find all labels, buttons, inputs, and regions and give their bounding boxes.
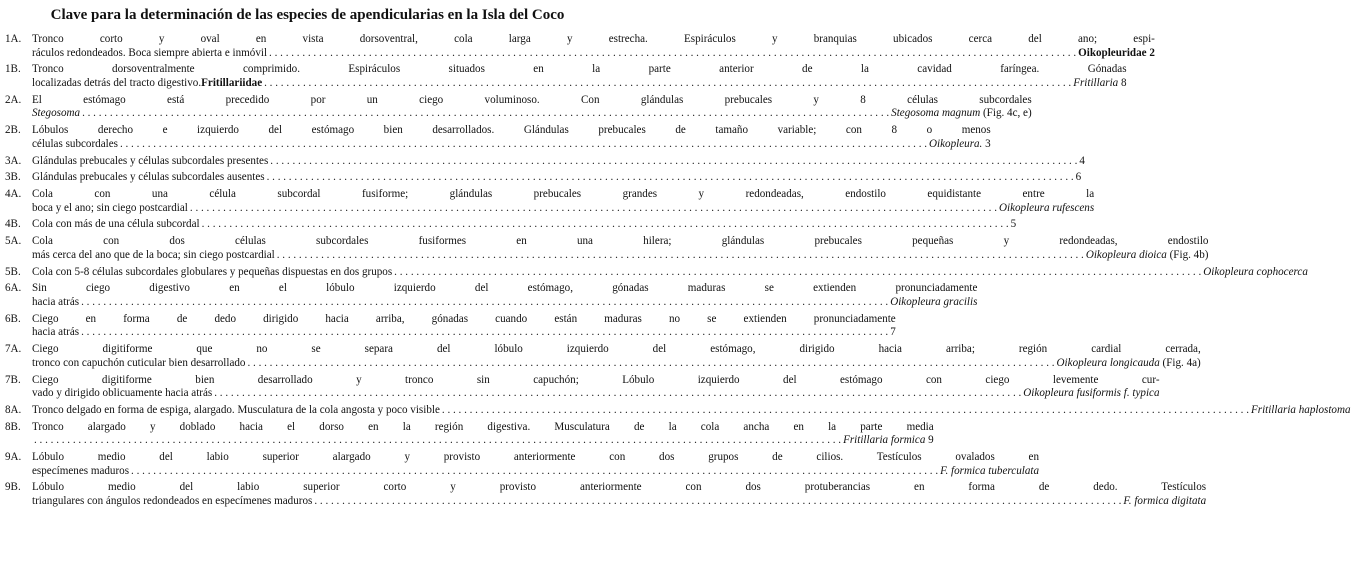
key-entry <box>5 403 1351 418</box>
key-entry <box>5 265 1308 280</box>
key-entry <box>5 451 1040 478</box>
entry-result <box>1078 47 1155 61</box>
entry-body <box>32 124 991 151</box>
dot-leader <box>81 296 888 310</box>
entry-number: 6A. <box>5 282 22 295</box>
entry-result <box>999 202 1094 216</box>
entry-text: Lóbulos derecho e izquierdo del estómago bien desarrollados. Glándulas prebucales de tamaño variable; con 8 o menos <box>32 124 991 137</box>
dot-leader <box>214 387 1021 401</box>
entry-result-ref: (Fig. 4c, e) <box>980 107 1032 120</box>
entry-lead-line <box>32 266 1308 280</box>
entry-lead-line <box>32 47 1155 61</box>
entry-number: 5A. <box>5 235 22 248</box>
dot-leader <box>131 465 938 479</box>
entry-result-taxon: F. formica digitata <box>1123 495 1207 507</box>
entry-lead-line <box>32 296 977 310</box>
dot-leader <box>270 155 1077 169</box>
entry-lead-line <box>32 495 1206 509</box>
entry-result-taxon: Stegosoma magnum <box>891 107 981 120</box>
entry-result <box>843 434 934 448</box>
entry-lead-text: especímenes maduros <box>32 464 130 477</box>
entry-lead-line <box>32 202 1094 216</box>
key-entry <box>5 373 1160 401</box>
entry-lead-line <box>32 404 1351 418</box>
entry-text: Tronco alargado y doblado hacia el dorso en la región digestiva. Musculatura de la cola ancha en la parte media <box>32 420 934 433</box>
entry-body <box>32 33 1155 60</box>
entry-lead-text: localizadas detrás del tracto digestivo. <box>32 76 202 89</box>
entry-number: 3B. <box>5 171 21 184</box>
entry-body <box>32 481 1206 508</box>
entry-lead-line <box>32 434 934 448</box>
entry-text: Tronco corto y oval en vista dorsoventral, cola larga y estrecha. Espiráculos y branquias ubicados cerca del ano; espi- <box>32 33 1155 45</box>
entry-text: Cola con una célula subcordal fusiforme; glándulas prebucales grandes y redondeadas, endostilo equidistante entre la <box>32 188 1095 201</box>
entry-body <box>32 374 1160 401</box>
page-title: Clave para la determinación de las especies de apendicularias en la Isla del Coco <box>50 7 565 23</box>
entry-lead-text: Stegosoma <box>32 107 81 120</box>
entry-number: 8A. <box>5 403 22 416</box>
entry-result <box>890 326 896 340</box>
entry-lead-text: ráculos redondeados. Boca siempre abierta e inmóvil <box>32 46 268 59</box>
key-entry <box>5 63 1127 90</box>
key-entry <box>5 218 1017 232</box>
entry-result-ref: 9 <box>925 434 934 447</box>
entry-number: 9A. <box>5 451 22 464</box>
entry-result <box>1203 266 1308 280</box>
dot-leader <box>277 249 1084 263</box>
entry-text: Ciego digitiforme bien desarrollado y tronco sin capuchón; Lóbulo izquierdo del estómago con ciego levemente cur- <box>32 373 1160 386</box>
entry-body <box>32 266 1308 280</box>
key-entry <box>5 124 991 151</box>
entry-result <box>929 138 991 152</box>
entry-lead-line <box>32 155 1085 169</box>
entry-result-taxon: Oikopleura rufescens <box>998 201 1095 214</box>
entry-number: 4B. <box>5 218 21 231</box>
key-entries <box>5 33 1351 509</box>
dot-leader <box>314 495 1121 509</box>
entry-result-taxon: F. formica tuberculata <box>940 464 1040 477</box>
key-entry <box>5 312 896 340</box>
entry-body <box>32 343 1201 370</box>
key-entry <box>5 343 1201 370</box>
entry-result-ref: (Fig. 4a) <box>1159 356 1201 369</box>
entry-lead-text: Glándulas prebucales y células subcordales presentes <box>32 154 269 167</box>
entry-lead-line <box>32 77 1127 91</box>
entry-result-ref: 8 <box>1118 76 1127 89</box>
entry-text: Lóbulo medio del labio superior corto y provisto anteriormente con dos protuberancias en forma de dedo. Testículos <box>32 481 1207 494</box>
entry-number: 1B. <box>5 63 21 76</box>
entry-body <box>32 421 934 448</box>
entry-number: 9B. <box>5 481 21 494</box>
key-entry <box>5 188 1095 215</box>
entry-body <box>32 94 1032 121</box>
dot-leader <box>82 107 889 121</box>
entry-body <box>32 188 1094 215</box>
entry-text: El estómago está precedido por un ciego voluminoso. Con glándulas prebucales y 8 células subcordales <box>32 93 1032 106</box>
entry-result <box>940 465 1039 479</box>
entry-result-ref: f. typica <box>1121 387 1160 400</box>
entry-lead-line <box>32 171 1081 185</box>
entry-lead-text: Glándulas prebucales y células subcordales ausentes <box>32 171 265 184</box>
entry-text: Cola con dos células subcordales fusiformes en una hilera; glándulas prebucales pequeñas y redondeadas, endostilo <box>32 235 1209 248</box>
entry-lead-line <box>32 249 1208 263</box>
entry-lead-line <box>32 138 991 152</box>
entry-lead-text: triangulares con ángulos redondeados en especímenes maduros <box>32 495 313 507</box>
entry-lead-text: vado y dirigido oblicuamente hacia atrás <box>32 387 213 400</box>
entry-number: 6B. <box>5 312 21 325</box>
entry-body <box>32 171 1081 185</box>
dot-leader <box>442 404 1249 418</box>
entry-result <box>890 296 977 310</box>
key-entry <box>5 235 1209 262</box>
entry-lead-line <box>32 218 1016 232</box>
entry-body <box>32 155 1085 169</box>
entry-lead-text: células subcordales <box>32 137 118 150</box>
entry-text: Sin ciego digestivo en el lóbulo izquierdo del estómago, gónadas maduras se extienden pronunciadamente <box>32 282 978 295</box>
entry-body <box>32 63 1127 90</box>
entry-result <box>1251 404 1351 418</box>
entry-result-taxon: Oikopleura gracilis <box>890 295 978 308</box>
entry-result <box>1079 155 1085 169</box>
entry-result-ref: 3 <box>982 137 991 150</box>
dot-leader <box>247 357 1054 371</box>
entry-text: Ciego en forma de dedo dirigido hacia arriba, gónadas cuando están maduras no se extienden pronunciadamente <box>32 312 896 325</box>
dot-leader <box>394 266 1201 280</box>
entry-number: 2B. <box>5 124 21 137</box>
entry-lead-family: Fritillariidae <box>201 76 263 89</box>
entry-lead-text: más cerca del ano que de la boca; sin ciego postcardial <box>32 248 275 261</box>
entry-result <box>1057 357 1201 371</box>
entry-result-ref: 4 <box>1079 154 1085 167</box>
dot-leader <box>81 326 888 340</box>
entry-lead-text: hacia atrás <box>32 295 80 308</box>
entry-text: Lóbulo medio del labio superior alargado y provisto anteriormente con dos grupos de cilios. Testículos ovalados en <box>32 451 1040 464</box>
dot-leader <box>120 138 927 152</box>
entry-result <box>1076 171 1082 185</box>
entry-result-ref: (Fig. 4b) <box>1166 248 1209 261</box>
entry-result-ref: 7 <box>890 326 896 339</box>
dot-leader <box>267 171 1074 185</box>
entry-result <box>891 107 1032 121</box>
dot-leader <box>34 434 841 448</box>
entry-lead-line <box>32 387 1160 401</box>
entry-text: Tronco dorsoventralmente comprimido. Espiráculos situados en la parte anterior de la cavidad faríngea. Gónadas <box>32 63 1127 76</box>
entry-body <box>32 282 977 309</box>
entry-result-taxon: Oikopleuridae <box>1078 46 1147 59</box>
entry-result-ref: 6 <box>1075 171 1082 184</box>
entry-lead-text: Cola con 5-8 células subcordales globulares y pequeñas dispuestas en dos grupos <box>32 265 393 278</box>
entry-result-taxon: Oikopleura cophocerca <box>1203 265 1308 278</box>
entry-result-taxon: Oikopleura longicauda <box>1056 356 1160 369</box>
entry-body <box>32 451 1039 478</box>
entry-result <box>1086 249 1209 263</box>
entry-number: 2A. <box>5 93 22 106</box>
key-entry <box>5 282 978 309</box>
entry-lead-line <box>32 357 1201 371</box>
entry-number: 4A. <box>5 188 22 201</box>
dot-leader <box>264 77 1071 91</box>
entry-lead-line <box>32 326 896 340</box>
entry-body <box>32 313 896 340</box>
entry-lead-text: hacia atrás <box>32 326 80 339</box>
entry-lead-text: boca y el ano; sin ciego postcardial <box>32 201 188 214</box>
entry-number: 1A. <box>5 33 22 45</box>
entry-lead-line <box>32 465 1039 479</box>
entry-lead-line <box>32 107 1032 121</box>
entry-number: 7B. <box>5 373 21 386</box>
entry-result <box>1023 387 1159 401</box>
dot-leader <box>269 47 1076 61</box>
entry-number: 3A. <box>5 154 22 167</box>
entry-result-taxon: Oikopleura. <box>929 137 983 150</box>
entry-body <box>32 404 1351 418</box>
dot-leader <box>190 202 997 216</box>
key-entry <box>5 33 1155 60</box>
key-entry <box>5 93 1032 121</box>
key-entry <box>5 171 1082 185</box>
entry-lead-text: Cola con más de una célula subcordal <box>32 218 200 231</box>
entry-text: Ciego digitiforme que no se separa del lóbulo izquierdo del estómago, dirigido hacia arriba; región cardial cerrada, <box>32 343 1201 356</box>
entry-number: 8B. <box>5 420 21 433</box>
entry-result-taxon: Fritillaria formica <box>843 434 926 447</box>
entry-result-taxon: Oikopleura fusiformis <box>1023 387 1121 400</box>
entry-result <box>1073 77 1126 91</box>
key-entry <box>5 481 1207 508</box>
entry-number: 5B. <box>5 265 21 278</box>
key-entry <box>5 420 934 448</box>
entry-lead-text: tronco con capuchón cuticular bien desarrollado <box>32 356 246 369</box>
entry-lead-text: Tronco delgado en forma de espiga, alargado. Musculatura de la cola angosta y poco visible <box>32 403 440 416</box>
entry-body <box>32 235 1208 262</box>
entry-result-taxon: Fritillaria haplostoma <box>1250 403 1351 416</box>
dot-leader <box>202 218 1009 232</box>
entry-result-taxon: Oikopleura dioica <box>1085 248 1167 261</box>
entry-result-ref: 5 <box>1010 218 1017 231</box>
entry-body <box>32 218 1016 232</box>
entry-result-ref: 2 <box>1146 46 1155 59</box>
entry-result <box>1123 495 1206 509</box>
entry-result-taxon: Fritillaria <box>1073 76 1119 89</box>
key-entry <box>5 154 1085 169</box>
entry-number: 7A. <box>5 343 22 356</box>
entry-result <box>1011 218 1017 232</box>
